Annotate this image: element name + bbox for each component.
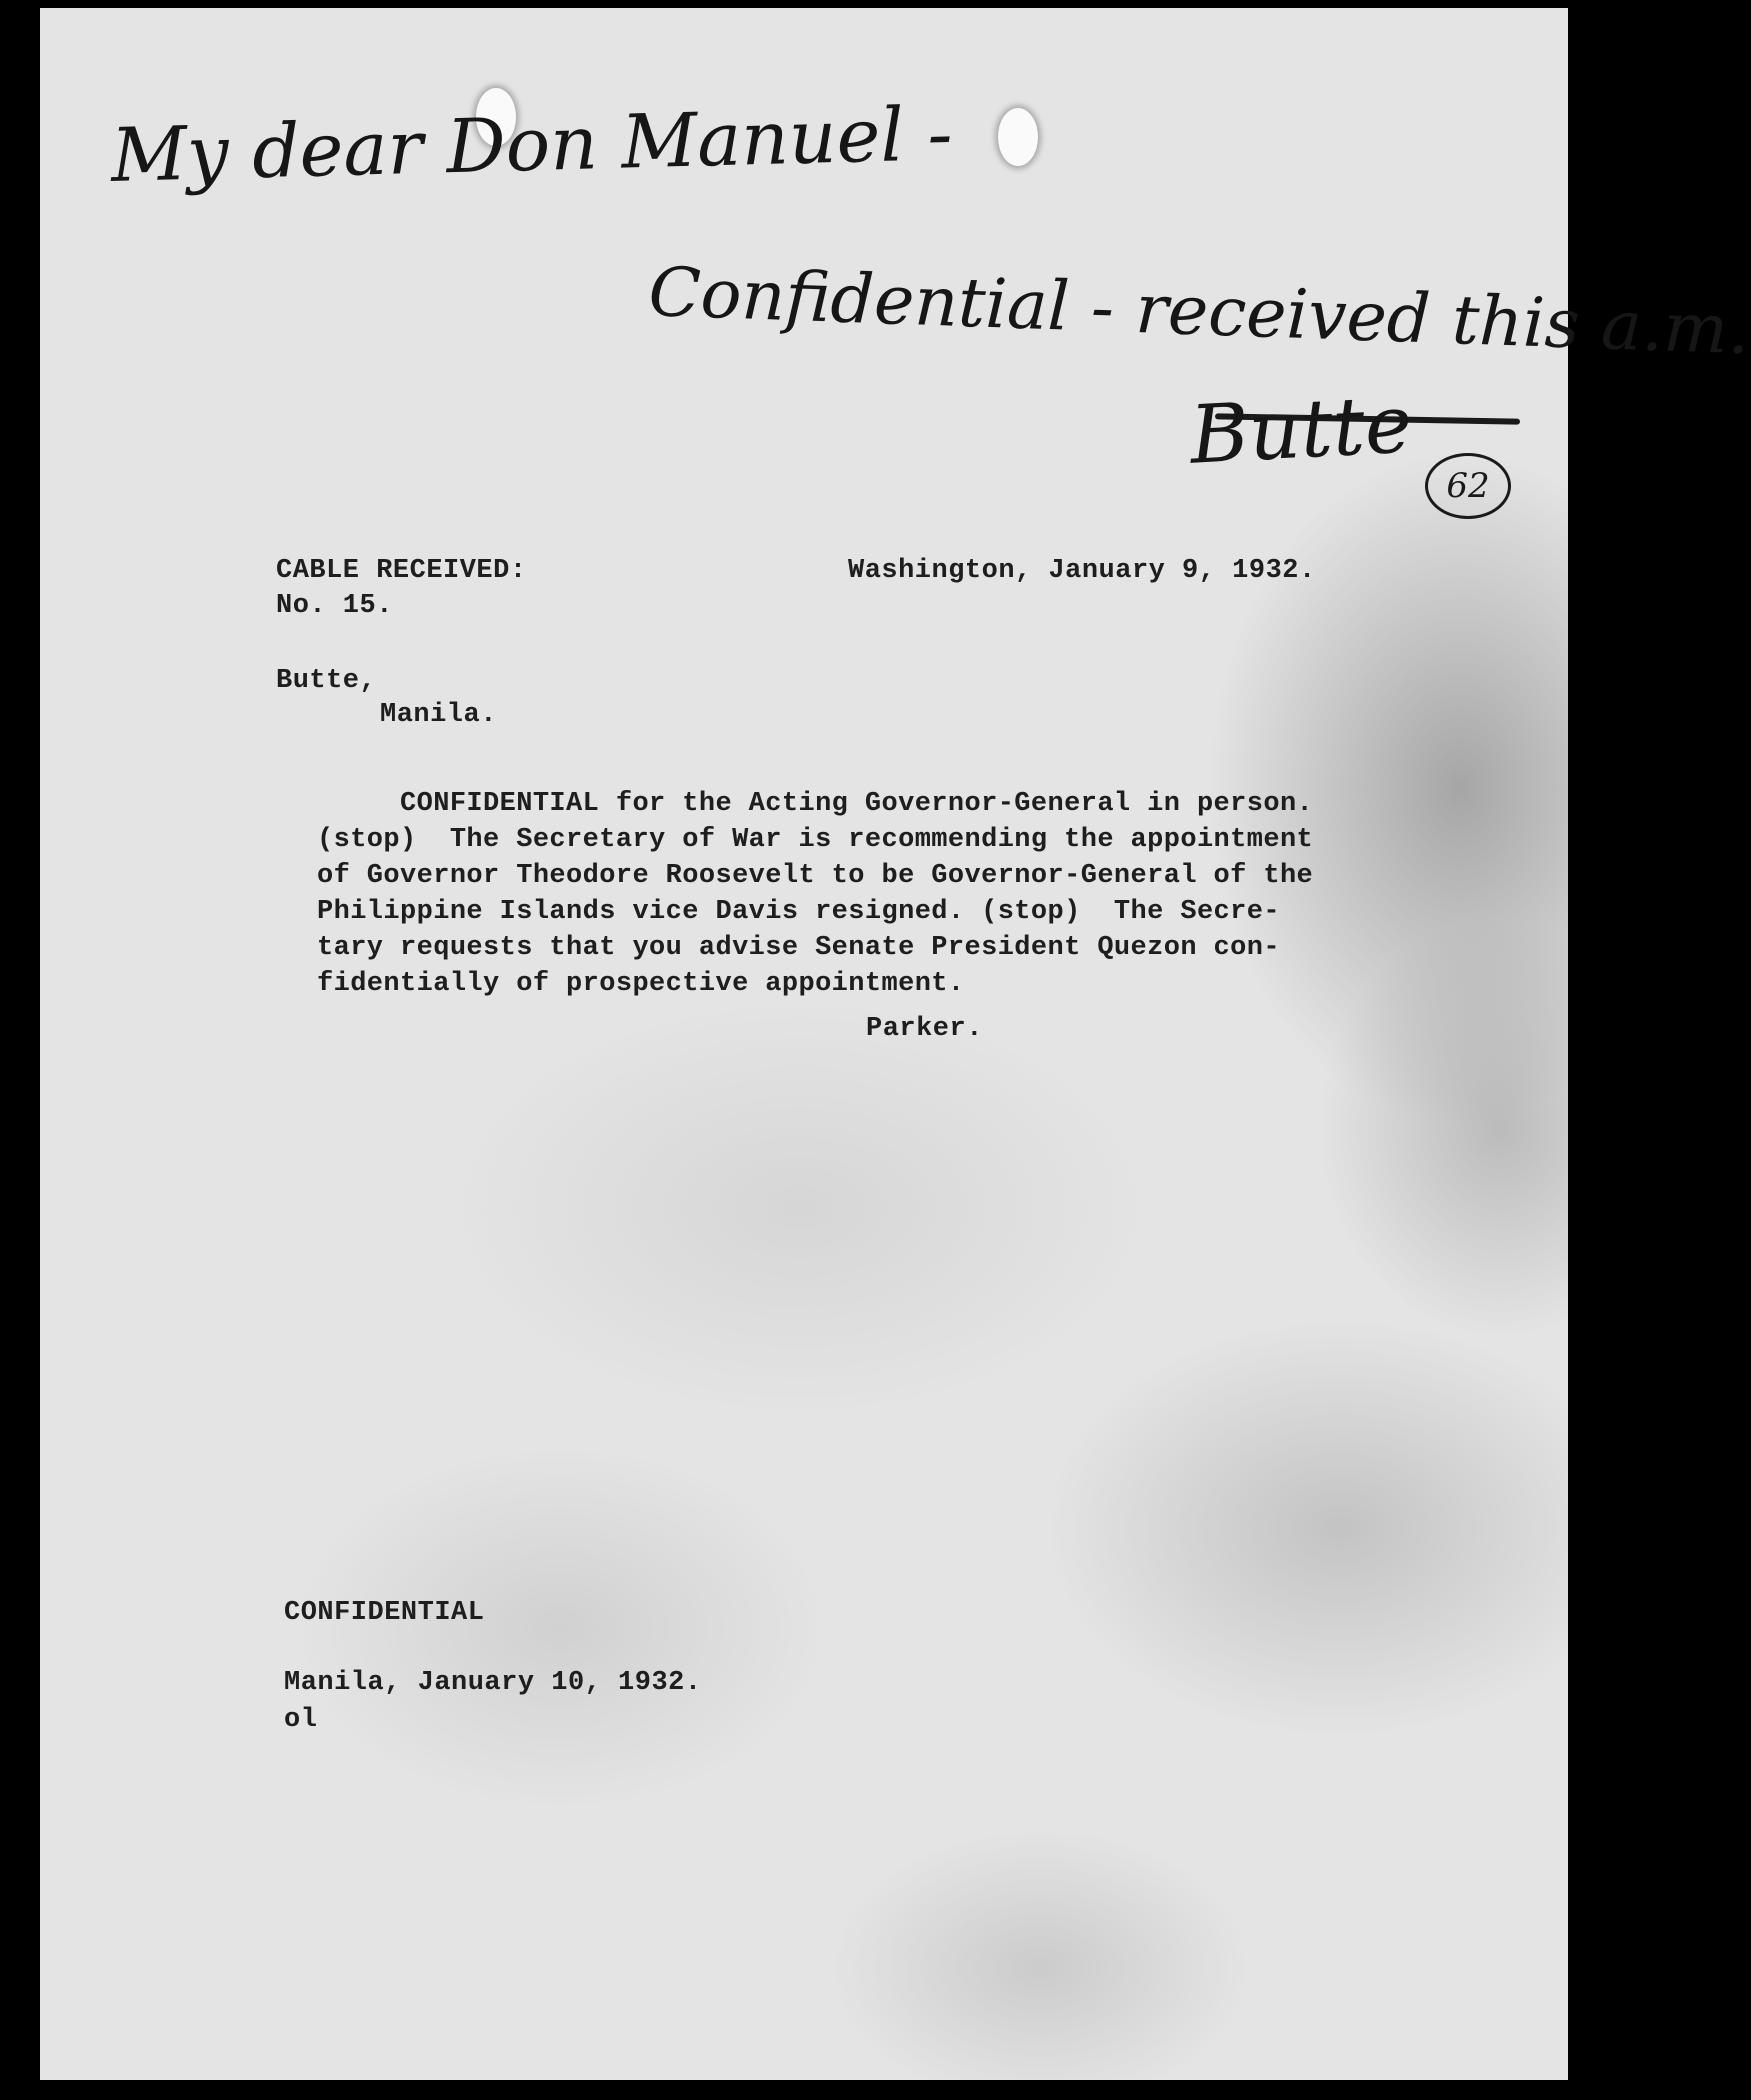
addressee-name: Butte, <box>276 666 377 696</box>
footer-initials: ol <box>284 1705 318 1735</box>
cable-body-line: tary requests that you advise Senate President Quezon con- <box>317 933 1280 963</box>
cable-sender: Parker. <box>866 1014 983 1044</box>
cable-place-date: Washington, January 9, 1932. <box>848 556 1316 586</box>
cable-number: No. 15. <box>276 591 393 621</box>
cable-body-line: CONFIDENTIAL for the Acting Governor-General in person. <box>317 789 1314 819</box>
footer-place-date: Manila, January 10, 1932. <box>284 1668 702 1698</box>
cable-body-line: (stop) The Secretary of War is recommending the appointment <box>317 825 1314 855</box>
handwritten-confidential-note: Confidential - received this a.m. <box>647 253 1751 371</box>
document-page <box>40 8 1751 2080</box>
handwritten-salutation: My dear Don Manuel - <box>110 90 954 199</box>
footer-classification: CONFIDENTIAL <box>284 1598 485 1628</box>
punch-hole-right <box>998 108 1038 166</box>
cable-body-line: fidentially of prospective appointment. <box>317 969 965 999</box>
circled-page-number: 62 <box>1425 453 1511 519</box>
cable-header-label: CABLE RECEIVED: <box>276 556 527 586</box>
cable-body-line: Philippine Islands vice Davis resigned. (stop) The Secre- <box>317 897 1280 927</box>
cable-body-line: of Governor Theodore Roosevelt to be Governor-General of the <box>317 861 1314 891</box>
cable-body <box>317 786 1447 1002</box>
handwritten-signature: Butte <box>1187 377 1415 482</box>
addressee-city: Manila. <box>380 700 497 730</box>
